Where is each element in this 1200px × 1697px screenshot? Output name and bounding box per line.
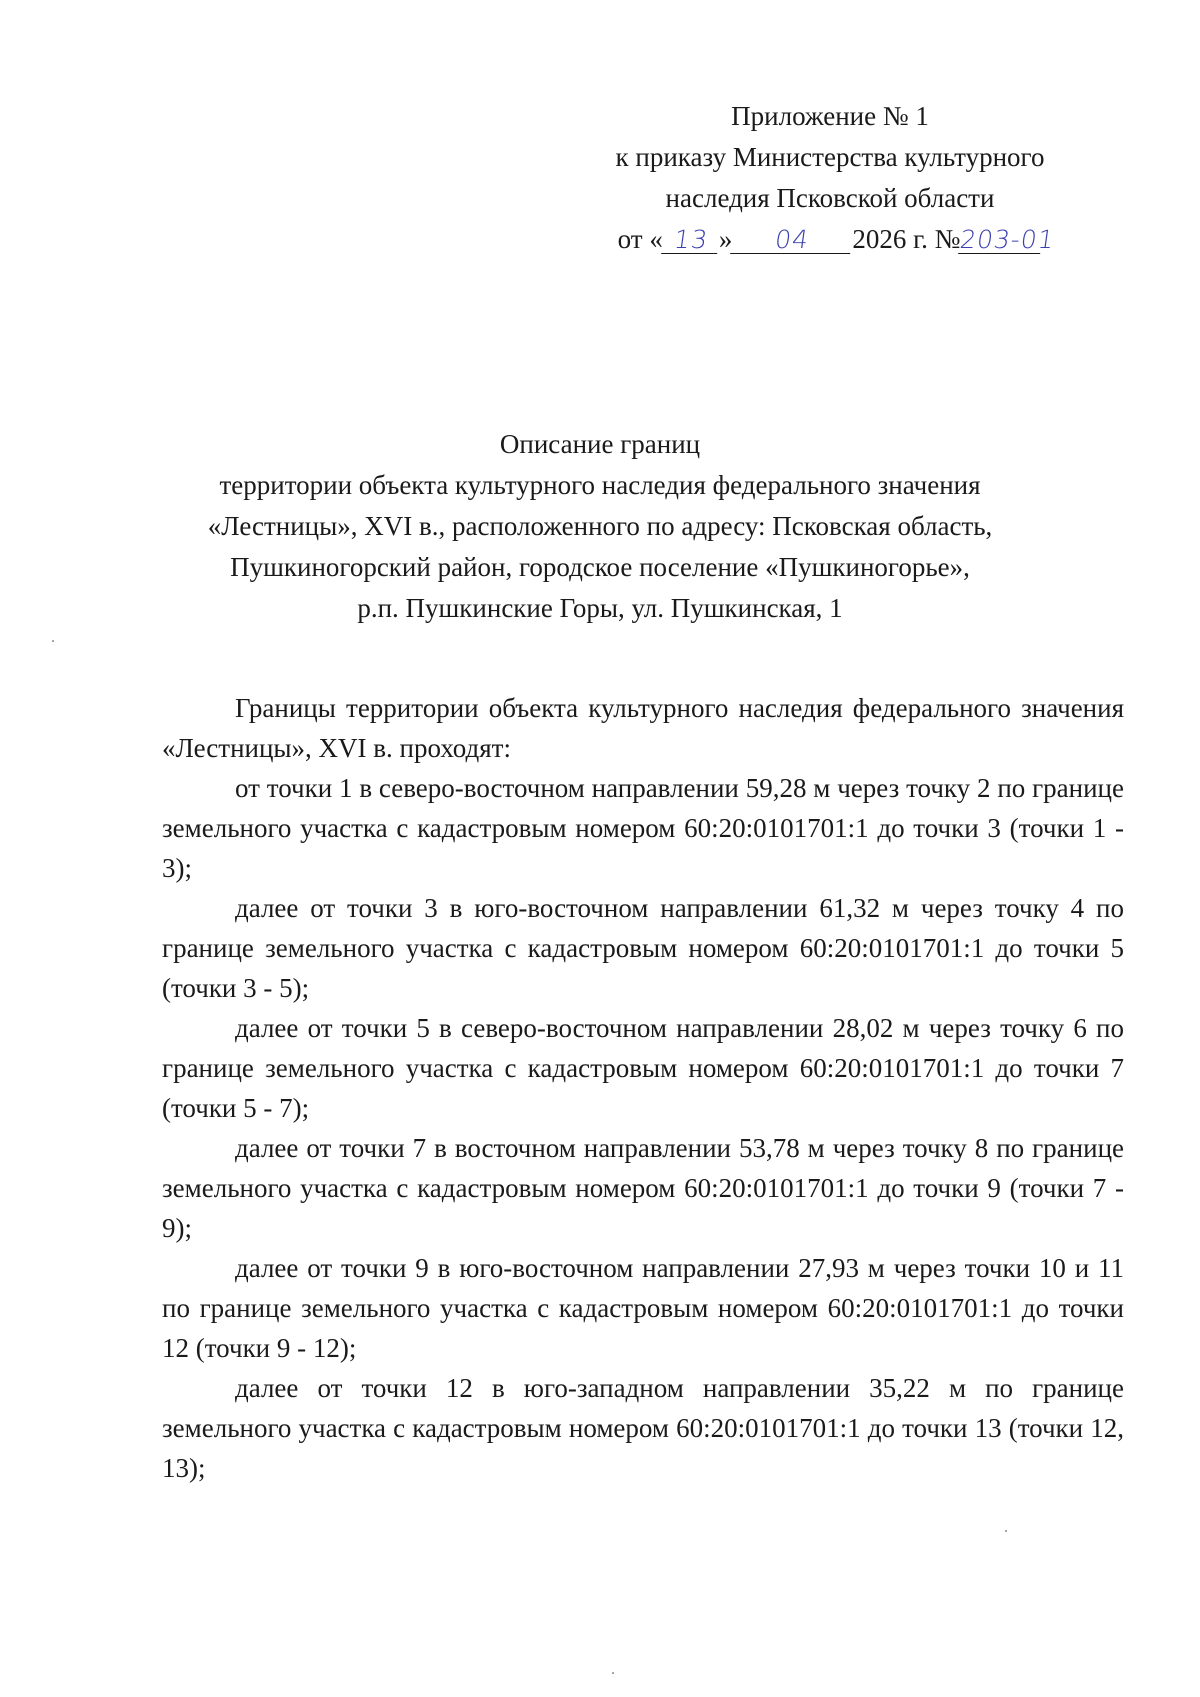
handwritten-month: 04 bbox=[730, 227, 854, 254]
body-paragraph: далее от точки 12 в юго-западном направлении 35,22 м по границе земельного участка с кадастровым номером 60:20:0101701:1 до точки 13 (точки 12, 13); bbox=[162, 1373, 1124, 1483]
document-title bbox=[140, 424, 1060, 629]
body-paragraph: далее от точки 5 в северо-восточном направлении 28,02 м через точку 6 по границе земельного участка с кадастровым номером 60:20:0101701:1 до точки 7 (точки 5 - 7); bbox=[162, 1013, 1124, 1123]
title-line-4: Пушкиногорский район, городское поселение «Пушкиногорье», bbox=[230, 552, 970, 582]
body-paragraph: далее от точки 7 в восточном направлении 53,78 м через точку 8 по границе земельного участка с кадастровым номером 60:20:0101701:1 до точки 9 (точки 7 - 9); bbox=[162, 1133, 1124, 1243]
scan-speck bbox=[612, 1672, 614, 1674]
handwritten-order-number: 203-01 bbox=[958, 225, 1058, 254]
title-line-5: р.п. Пушкинские Горы, ул. Пушкинская, 1 bbox=[357, 593, 843, 623]
date-prefix: от « bbox=[617, 224, 663, 254]
handwritten-day: 13 bbox=[661, 227, 721, 254]
title-line-2: территории объекта культурного наследия федерального значения bbox=[219, 470, 981, 500]
scan-speck bbox=[52, 640, 54, 642]
date-mid: » bbox=[718, 224, 733, 254]
body-paragraph: от точки 1 в северо-восточном направлении 59,28 м через точку 2 по границе земельного участка с кадастровым номером 60:20:0101701:1 до точки 3 (точки 1 - 3); bbox=[162, 773, 1124, 883]
appendix-date-line bbox=[560, 219, 1100, 260]
appendix-order-ref: к приказу Министерства культурного bbox=[615, 142, 1045, 172]
appendix-ministry: наследия Псковской области bbox=[665, 183, 995, 213]
scan-speck bbox=[1005, 1530, 1007, 1532]
document-body bbox=[162, 688, 1124, 1488]
appendix-header bbox=[560, 96, 1100, 260]
appendix-number: Приложение № 1 bbox=[731, 101, 929, 131]
date-year: 2026 г. № bbox=[852, 224, 961, 254]
title-line-3: «Лестницы», XVI в., расположенного по адресу: Псковская область, bbox=[207, 511, 993, 541]
body-paragraph: Границы территории объекта культурного наследия федерального значения «Лестницы», XVI в. проходят: bbox=[162, 693, 1124, 763]
body-paragraph: далее от точки 9 в юго-восточном направлении 27,93 м через точки 10 и 11 по границе земельного участка с кадастровым номером 60:20:0101701:1 до точки 12 (точки 9 - 12); bbox=[162, 1253, 1124, 1363]
title-line-1: Описание границ bbox=[499, 429, 701, 459]
body-paragraph: далее от точки 3 в юго-восточном направлении 61,32 м через точку 4 по границе земельного участка с кадастровым номером 60:20:0101701:1 до точки 5 (точки 3 - 5); bbox=[162, 893, 1124, 1003]
